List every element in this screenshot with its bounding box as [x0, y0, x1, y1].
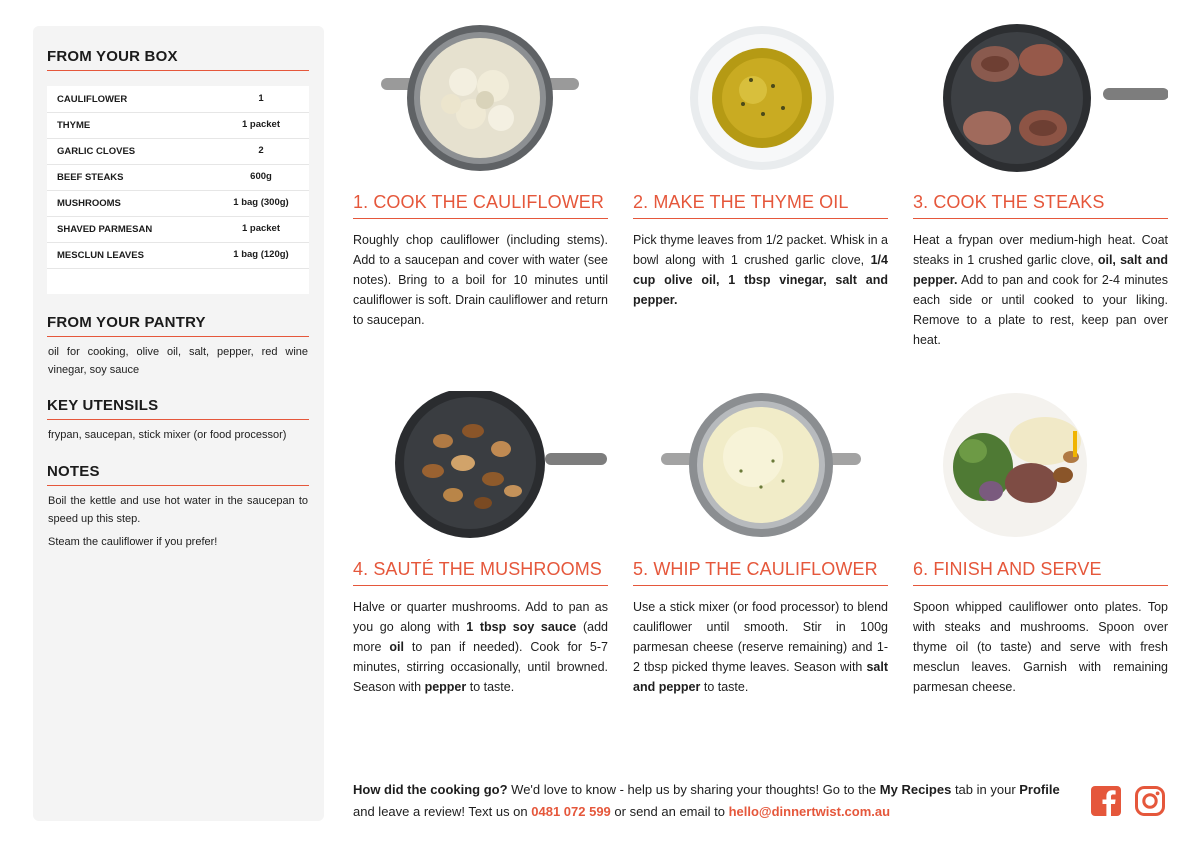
table-row: [47, 112, 309, 139]
step-text: Halve or quarter mushrooms. Add to pan as you go along with: [353, 600, 608, 634]
from-box-heading: FROM YOUR BOX: [47, 48, 309, 71]
note-text: Steam the cauliflower if you prefer!: [48, 536, 218, 548]
step-title: 2. MAKE THE THYME OIL: [633, 192, 888, 219]
ingredient-emphasis: 1 tbsp soy sauce: [466, 620, 577, 634]
table-row: [47, 242, 309, 269]
step-text: to pan if needed). Cook for 5-7 minutes, stirring occasionally, until browned. Season with: [353, 640, 609, 694]
cauliflower-pot-image: [353, 24, 608, 172]
whipped-cauliflower-pot-image: [633, 391, 888, 539]
table-row: [47, 138, 309, 165]
note-text: Boil the kettle and use hot water in the saucepan to speed up this step.: [48, 495, 308, 525]
instagram-icon[interactable]: [1134, 785, 1166, 817]
step-body: [913, 230, 1168, 350]
feedback-text: We'd love to know - help us by sharing your thoughts! Go to the: [507, 782, 880, 797]
feedback-text: or send an email to: [610, 804, 729, 819]
table-row: [47, 216, 309, 243]
ingredient-qty: 1 packet: [241, 119, 281, 130]
ingredient-name: MESCLUN LEAVES: [57, 250, 144, 261]
table-row: [47, 190, 309, 217]
pantry-heading: FROM YOUR PANTRY: [47, 314, 309, 337]
email-link[interactable]: hello@dinnertwist.com.au: [728, 804, 891, 819]
mushrooms-frypan-image: [353, 391, 608, 539]
step-title: 4. SAUTÉ THE MUSHROOMS: [353, 559, 608, 586]
pantry-text: oil for cooking, olive oil, salt, pepper, red wine vinegar, soy sauce: [48, 346, 308, 376]
step-body: [633, 230, 888, 310]
step-text: Add to pan and cook for 2-4 minutes each side or until cooked to your liking. Remove to a plate to rest, keep pan over heat.: [913, 273, 1168, 347]
step-title: 5. WHIP THE CAULIFLOWER: [633, 559, 888, 586]
thyme-oil-bowl-image: [633, 24, 888, 172]
ingredient-qty: 1: [258, 93, 264, 104]
step-body: [353, 230, 608, 330]
ingredient-emphasis: pepper: [424, 680, 467, 694]
phone-link[interactable]: 0481 072 599: [531, 804, 611, 819]
step-text: to taste.: [700, 680, 749, 694]
ingredient-qty: 600g: [250, 171, 272, 182]
ingredient-name: BEEF STEAKS: [57, 172, 124, 183]
step-text: (add more: [353, 620, 608, 654]
utensils-text: frypan, saucepan, stick mixer (or food processor): [48, 429, 287, 441]
step-title: 3. COOK THE STEAKS: [913, 192, 1168, 219]
feedback-question: How did the cooking go?: [353, 782, 508, 797]
ingredient-qty: 1 bag (120g): [233, 249, 289, 260]
ingredient-name: GARLIC CLOVES: [57, 146, 136, 157]
step-text: Use a stick mixer (or food processor) to blend cauliflower until smooth. Stir in 100g parmesan cheese (reserve remaining) and 1-2 tbsp picked thyme leaves. Season with: [633, 600, 888, 674]
step-text: to taste.: [466, 680, 515, 694]
ingredient-name: THYME: [57, 120, 91, 131]
ingredient-qty: 2: [258, 145, 264, 156]
step-text: Spoon whipped cauliflower onto plates. Top with steaks and mushrooms. Spoon over thyme oil (to taste) and serve with fresh mesclun leaves. Garnish with remaining parmesan cheese.: [913, 600, 1168, 694]
step-title: 1. COOK THE CAULIFLOWER: [353, 192, 608, 219]
step-text: Heat a frypan over medium-high heat. Coat steaks in 1 crushed garlic clove,: [913, 233, 1168, 267]
feedback-message: [353, 779, 1073, 823]
profile-link[interactable]: Profile: [1019, 782, 1060, 797]
feedback-text: tab in your: [951, 782, 1020, 797]
ingredient-emphasis: oil, salt and pepper.: [913, 253, 1169, 287]
finished-dish-plate-image: [913, 391, 1168, 539]
feedback-text: and leave a review! Text us on: [353, 804, 532, 819]
utensils-heading: KEY UTENSILS: [47, 397, 309, 420]
table-row: [47, 164, 309, 191]
ingredient-name: SHAVED PARMESAN: [57, 224, 153, 235]
ingredient-qty: 1 bag (300g): [233, 197, 289, 208]
table-row: [47, 86, 309, 113]
ingredient-name: MUSHROOMS: [57, 198, 121, 209]
ingredient-name: CAULIFLOWER: [57, 94, 128, 105]
steaks-frypan-image: [913, 24, 1168, 172]
step-title: 6. FINISH AND SERVE: [913, 559, 1168, 586]
facebook-icon[interactable]: [1090, 785, 1122, 817]
step-text: Pick thyme leaves from 1/2 packet. Whisk in a bowl along with 1 crushed garlic clove,: [633, 233, 888, 267]
notes-heading: NOTES: [47, 463, 309, 486]
step-text: Roughly chop cauliflower (including stems). Add to a saucepan and cover with water (see notes). Bring to a boil for 10 minutes until cauliflower is soft. Drain cauliflower and return to saucepan.: [353, 233, 608, 327]
ingredient-emphasis: oil: [389, 640, 404, 654]
step-body: [353, 597, 608, 697]
box-ingredients-table: [47, 86, 309, 294]
step-body: [913, 597, 1168, 697]
step-body: [633, 597, 888, 697]
my-recipes-link[interactable]: My Recipes: [879, 782, 952, 797]
ingredient-emphasis: salt and pepper: [633, 660, 888, 694]
ingredient-emphasis: 1/4 cup olive oil, 1 tbsp vinegar, salt and pepper.: [633, 253, 888, 307]
sidebar: [33, 26, 324, 821]
ingredient-qty: 1 packet: [241, 223, 281, 234]
